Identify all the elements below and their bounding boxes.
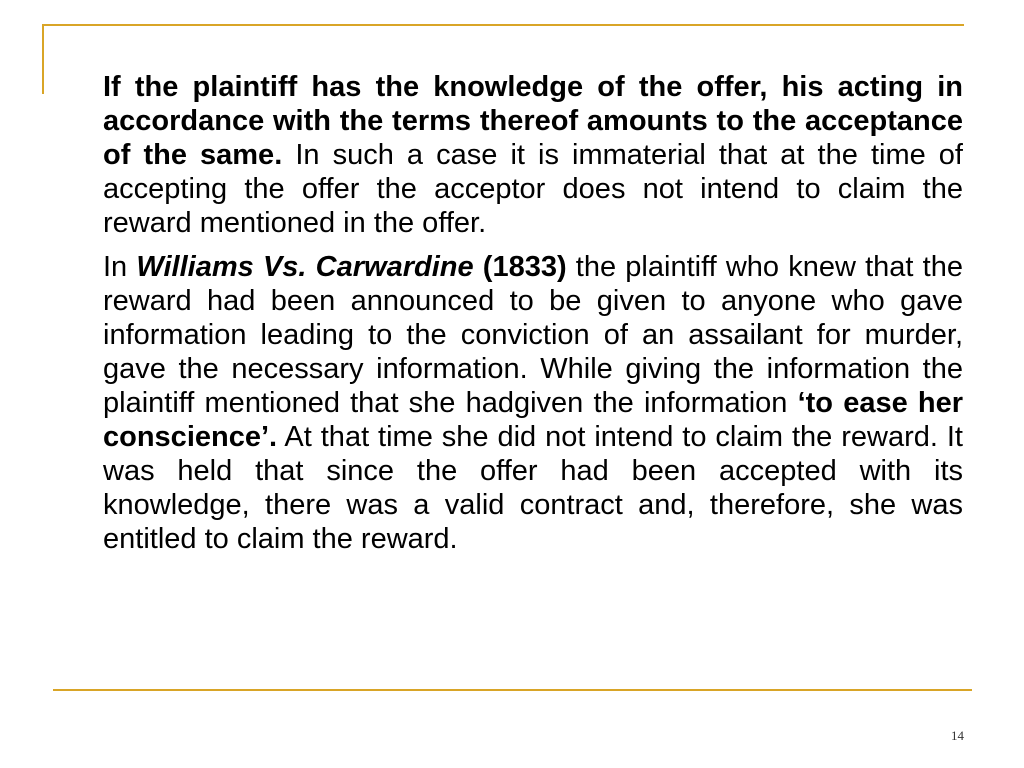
bottom-border-line [53, 689, 972, 691]
paragraph-offer-knowledge [103, 70, 963, 240]
top-border-line [42, 24, 964, 26]
slide-body [103, 70, 963, 556]
page-number: 14 [951, 728, 964, 743]
left-border-line [42, 24, 44, 94]
paragraph1-normal-text: In such a case it is immaterial that at the time of accepting the offer the acceptor does not intend to claim the reward mentioned in the offer. [103, 139, 963, 239]
case-year: (1833) [473, 251, 567, 283]
conscience-quote: ‘to ease her conscience’. [103, 387, 964, 453]
paragraph2-text-b: At that time she did not intend to claim the reward. It was held that since the offer had been accepted with its knowledge, there was a valid contract and, therefore, she was entitled to claim the reward. [103, 421, 963, 555]
paragraph2-text-a: the plaintiff who knew that the reward had been announced to be given to anyone who gave information leading to the conviction of an assailant for murder, gave the necessary information. While giving the information the plaintiff mentioned that she hadgiven the information [103, 251, 963, 419]
case-name: Williams Vs. Carwardine [136, 251, 474, 283]
paragraph-case-example [103, 250, 963, 556]
paragraph1-bold-text: If the plaintiff has the knowledge of the offer, his acting in accordance with the terms thereof amounts to the acceptance of the same. [103, 71, 963, 171]
paragraph2-intro: In [103, 251, 137, 283]
